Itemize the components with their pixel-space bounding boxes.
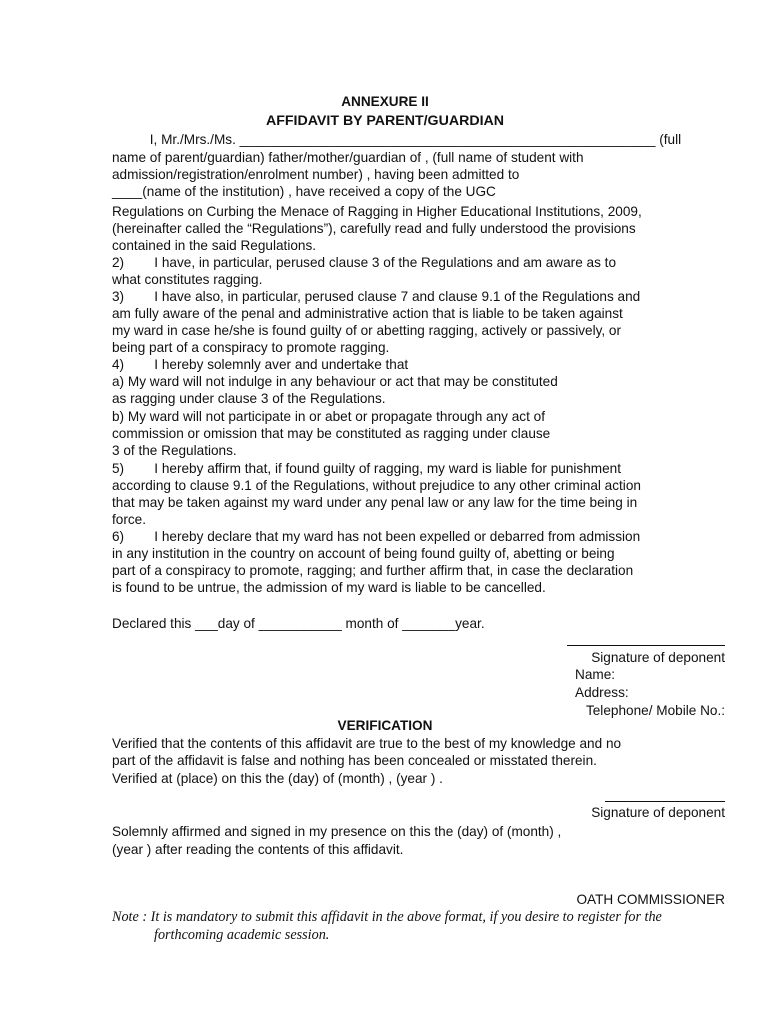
verification-heading: VERIFICATION (337, 718, 433, 733)
note-line: Note : It is mandatory to submit this affidavit in the above format, if you desire to register for the (112, 909, 662, 925)
signature-line (605, 801, 725, 802)
body-line: admission/registration/enrolment number) , having been admitted to (112, 167, 520, 182)
verification-line: part of the affidavit is false and nothing has been concealed or misstated therein. (112, 753, 597, 768)
note-line: forthcoming academic session. (154, 927, 330, 943)
body-line: (hereinafter called the “Regulations”), carefully read and fully understood the provisions (112, 221, 636, 236)
body-line: b) My ward will not participate in or abet or propagate through any act of (112, 409, 545, 424)
body-line: part of a conspiracy to promote, ragging; and further affirm that, in case the declaration (112, 563, 634, 578)
body-line: commission or omission that may be constituted as ragging under clause (112, 426, 551, 441)
body-line: I, Mr./Mrs./Ms. _______________________________________________________ (full (112, 132, 682, 147)
body-line: ____(name of the institution) , have received a copy of the UGC (112, 184, 496, 199)
body-line: name of parent/guardian) father/mother/guardian of , (full name of student with (112, 150, 584, 165)
phone-label: Telephone/ Mobile No.: (585, 703, 725, 718)
body-line: 3 of the Regulations. (112, 443, 237, 458)
body-line: am fully aware of the penal and administrative action that is liable to be taken against (112, 306, 623, 321)
body-line: in any institution in the country on account of being found guilty of, abetting or being (112, 546, 615, 561)
annexure-heading: ANNEXURE II (341, 94, 429, 109)
body-line: force. (112, 512, 146, 527)
body-line: 3) I have also, in particular, perused clause 7 and clause 9.1 of the Regulations and (112, 289, 641, 304)
body-line: that may be taken against my ward under any penal law or any law for the time being in (112, 495, 638, 510)
body-line: 4) I hereby solemnly aver and undertake that (112, 357, 409, 372)
body-line: Regulations on Curbing the Menace of Ragging in Higher Educational Institutions, 2009, (112, 204, 642, 219)
body-line: as ragging under clause 3 of the Regulations. (112, 391, 386, 406)
body-line: 2) I have, in particular, perused clause 3 of the Regulations and am aware as to (112, 255, 617, 270)
affirmation-line: (year ) after reading the contents of this affidavit. (112, 842, 404, 857)
verification-line: Verified at (place) on this the (day) of (month) , (year ) . (112, 771, 443, 786)
body-line: being part of a conspiracy to promote ragging. (112, 340, 390, 355)
oath-commissioner: OATH COMMISSIONER (576, 892, 725, 907)
body-line: is found to be untrue, the admission of my ward is liable to be cancelled. (112, 580, 546, 595)
affidavit-title: AFFIDAVIT BY PARENT/GUARDIAN (265, 113, 505, 129)
verification-line: Verified that the contents of this affidavit are true to the best of my knowledge and no (112, 736, 622, 751)
body-line: 5) I hereby affirm that, if found guilty of ragging, my ward is liable for punishment (112, 461, 622, 476)
body-line: according to clause 9.1 of the Regulations, without prejudice to any other criminal action (112, 478, 641, 493)
declared-line: Declared this ___day of ___________ month of _______year. (112, 616, 485, 631)
body-line: my ward in case he/she is found guilty of or abetting ragging, actively or passively, or (112, 323, 622, 338)
body-line: a) My ward will not indulge in any behaviour or act that may be constituted (112, 374, 558, 389)
signature-line (567, 645, 725, 646)
body-line: what constitutes ragging. (112, 272, 263, 287)
body-line: 6) I hereby declare that my ward has not been expelled or debarred from admission (112, 529, 641, 544)
name-label: Name: (575, 667, 616, 682)
signature-label: Signature of deponent (591, 650, 725, 665)
signature-label-2: Signature of deponent (591, 805, 725, 820)
address-label: Address: (575, 685, 629, 700)
body-line: contained in the said Regulations. (112, 238, 317, 253)
affirmation-line: Solemnly affirmed and signed in my presence on this the (day) of (month) , (112, 824, 562, 839)
